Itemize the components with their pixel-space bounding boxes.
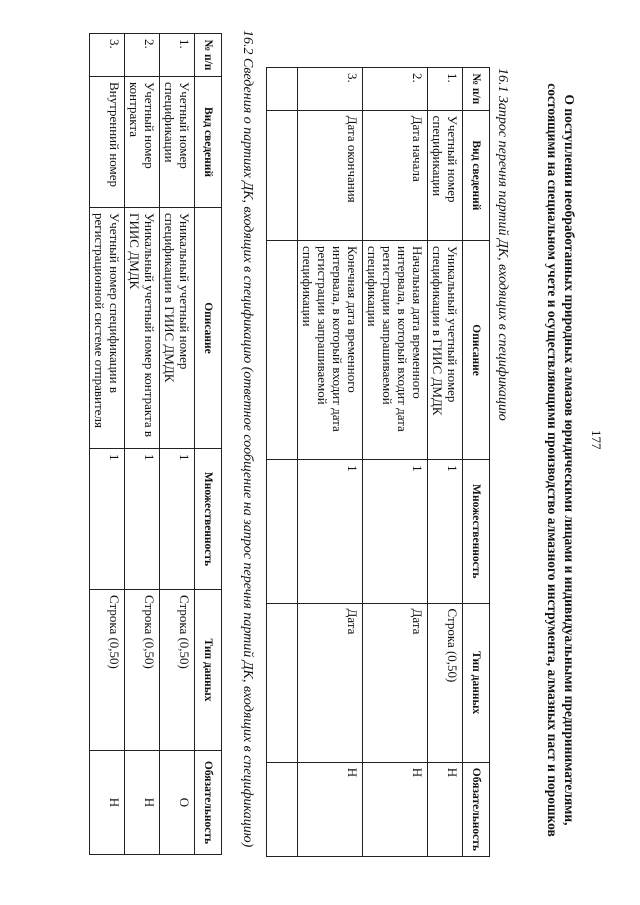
row-description: Уникальный учетный номер спецификации в ГИИС ДМДК — [428, 241, 463, 460]
empty-cell — [267, 110, 298, 240]
header-number: № п/п — [463, 68, 490, 111]
row-kind: Внутренний номер — [90, 77, 125, 208]
row-data-type: Строка (0,50) — [160, 590, 195, 751]
header-kind: Вид сведений — [463, 110, 490, 240]
empty-cell — [267, 460, 298, 603]
row-required: Н — [363, 762, 428, 856]
row-data-type: Строка (0,50) — [428, 603, 463, 762]
empty-cell — [267, 68, 298, 111]
row-kind: Учетный номер спецификации — [428, 110, 463, 240]
row-number: 1. — [428, 68, 463, 111]
empty-cell — [267, 762, 298, 856]
row-multiplicity: 1 — [428, 460, 463, 603]
header-number: № п/п — [195, 34, 222, 77]
header-multiplicity: Множественность — [463, 460, 490, 603]
empty-cell — [267, 603, 298, 762]
row-data-type: Дата — [298, 603, 363, 762]
table-row — [90, 34, 125, 855]
header-kind: Вид сведений — [195, 77, 222, 208]
header-description: Описание — [195, 208, 222, 449]
row-number: 2. — [125, 34, 160, 77]
row-multiplicity: 1 — [90, 449, 125, 590]
row-description: Конечная дата временного интервала, в который входит дата регистрации запрашиваемой спецификации — [298, 241, 363, 460]
row-number: 3. — [298, 68, 363, 111]
row-required: О — [160, 751, 195, 855]
document-heading: О поступлении необработанных природных алмазов юридическими лицами и индивидуальными предпринимателями, состоящими на специальном учете и осуществляющими производство алмазного инструмента, алмазных паст и порошков — [545, 83, 577, 837]
row-data-type: Дата — [363, 603, 428, 762]
header-required: Обязательность — [195, 751, 222, 855]
table2-caption: 16.2 Сведения о партиях ДК, входящих в спецификацию (ответное сообщение на запрос перечня партий ДК, входящих в спецификацию) — [240, 30, 255, 848]
row-multiplicity: 1 — [363, 460, 428, 603]
table-empty-row — [267, 68, 298, 857]
specification-lots-table — [89, 33, 222, 855]
table1-caption: 16.1 Запрос перечня партий ДК, входящих в спецификацию — [495, 68, 510, 421]
table-row — [363, 68, 428, 857]
table-row — [428, 68, 463, 857]
page-number: 177 — [589, 430, 604, 450]
row-required: Н — [428, 762, 463, 856]
table-row — [298, 68, 363, 857]
row-required: Н — [298, 762, 363, 856]
row-description: Уникальный учетный номер спецификации в ГИИС ДМДК — [160, 208, 195, 449]
table1-header-row — [463, 68, 490, 857]
row-multiplicity: 1 — [125, 449, 160, 590]
row-multiplicity: 1 — [160, 449, 195, 590]
row-kind: Дата окончания — [298, 110, 363, 240]
row-description: Уникальный учетный номер контракта в ГИИС ДМДК — [125, 208, 160, 449]
header-description: Описание — [463, 241, 490, 460]
header-multiplicity: Множественность — [195, 449, 222, 590]
row-kind: Учетный номер спецификации — [160, 77, 195, 208]
empty-cell — [267, 241, 298, 460]
specification-request-table — [266, 67, 490, 857]
row-required: Н — [125, 751, 160, 855]
row-description: Учетный номер спецификации в регистрационной системе отправителя — [90, 208, 125, 449]
row-number: 1. — [160, 34, 195, 77]
row-data-type: Строка (0,50) — [125, 590, 160, 751]
header-data-type: Тип данных — [195, 590, 222, 751]
row-number: 3. — [90, 34, 125, 77]
row-multiplicity: 1 — [298, 460, 363, 603]
header-required: Обязательность — [463, 762, 490, 856]
row-kind: Дата начала — [363, 110, 428, 240]
row-number: 2. — [363, 68, 428, 111]
header-data-type: Тип данных — [463, 603, 490, 762]
table2-header-row — [195, 34, 222, 855]
table-row — [125, 34, 160, 855]
row-data-type: Строка (0,50) — [90, 590, 125, 751]
table-row — [160, 34, 195, 855]
row-description: Начальная дата временного интервала, в который входит дата регистрации запрашиваемой спецификации — [363, 241, 428, 460]
row-required: Н — [90, 751, 125, 855]
row-kind: Учетный номер контракта — [125, 77, 160, 208]
